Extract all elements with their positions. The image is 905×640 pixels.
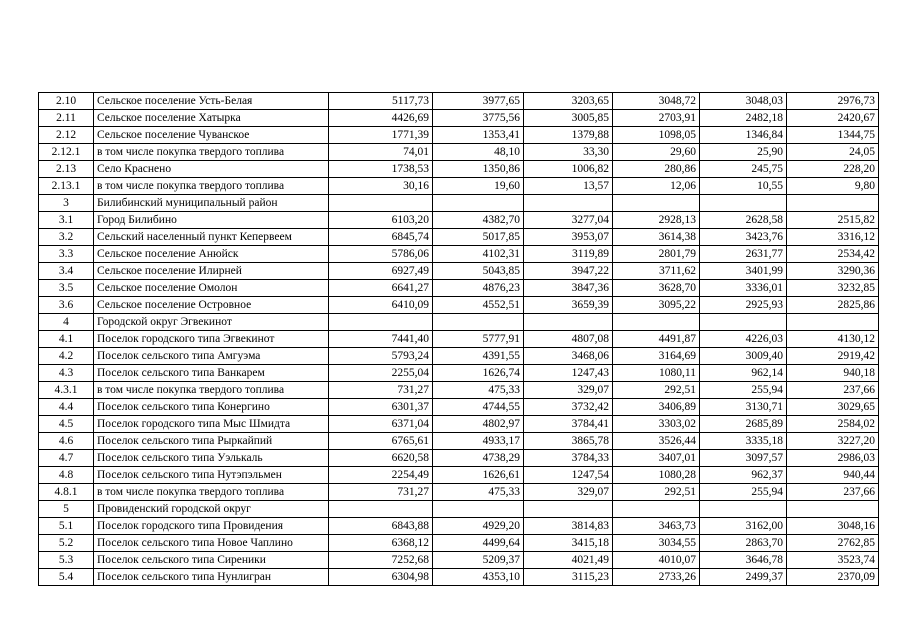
value-cell: 5043,85 <box>433 263 524 280</box>
settlement-name-cell: Село Краснено <box>94 161 329 178</box>
value-cell: 2584,02 <box>787 416 879 433</box>
table-row <box>39 348 879 365</box>
value-cell: 228,20 <box>787 161 879 178</box>
value-cell: 1379,88 <box>524 127 613 144</box>
row-number-cell: 2.13 <box>39 161 94 178</box>
value-cell: 2976,73 <box>787 93 879 110</box>
value-cell: 4929,20 <box>433 518 524 535</box>
table-row <box>39 161 879 178</box>
value-cell: 12,06 <box>613 178 700 195</box>
value-cell: 2762,85 <box>787 535 879 552</box>
settlement-name-cell: Поселок сельского типа Конергино <box>94 399 329 416</box>
value-cell: 5017,85 <box>433 229 524 246</box>
value-cell <box>613 314 700 331</box>
value-cell: 3953,07 <box>524 229 613 246</box>
value-cell: 4552,51 <box>433 297 524 314</box>
table-row <box>39 178 879 195</box>
row-number-cell: 3.3 <box>39 246 94 263</box>
row-number-cell: 3.2 <box>39 229 94 246</box>
value-cell: 4021,49 <box>524 552 613 569</box>
settlement-name-cell: Поселок сельского типа Сиреники <box>94 552 329 569</box>
row-number-cell: 4.5 <box>39 416 94 433</box>
settlement-name-cell: Городской округ Эгвекинот <box>94 314 329 331</box>
value-cell: 3784,33 <box>524 450 613 467</box>
value-cell: 3029,65 <box>787 399 879 416</box>
value-cell: 3407,01 <box>613 450 700 467</box>
value-cell <box>700 314 787 331</box>
value-cell: 3097,57 <box>700 450 787 467</box>
value-cell: 3847,36 <box>524 280 613 297</box>
row-number-cell: 5.4 <box>39 569 94 586</box>
value-cell: 3130,71 <box>700 399 787 416</box>
settlement-name-cell: в том числе покупка твердого топлива <box>94 144 329 161</box>
row-number-cell: 5.3 <box>39 552 94 569</box>
table-row <box>39 416 879 433</box>
row-number-cell: 5.1 <box>39 518 94 535</box>
value-cell: 2628,58 <box>700 212 787 229</box>
value-cell: 3203,65 <box>524 93 613 110</box>
value-cell: 3232,85 <box>787 280 879 297</box>
value-cell: 2370,09 <box>787 569 879 586</box>
settlement-name-cell: Сельское поселение Анюйск <box>94 246 329 263</box>
value-cell: 1247,54 <box>524 467 613 484</box>
table-row <box>39 93 879 110</box>
settlement-name-cell: Поселок сельского типа Ванкарем <box>94 365 329 382</box>
value-cell: 2925,93 <box>700 297 787 314</box>
value-cell: 3290,36 <box>787 263 879 280</box>
settlement-name-cell: в том числе покупка твердого топлива <box>94 382 329 399</box>
value-cell: 4130,12 <box>787 331 879 348</box>
table-row <box>39 331 879 348</box>
row-number-cell: 3.1 <box>39 212 94 229</box>
value-cell: 1346,84 <box>700 127 787 144</box>
value-cell: 3009,40 <box>700 348 787 365</box>
value-cell: 3316,12 <box>787 229 879 246</box>
row-number-cell: 3.5 <box>39 280 94 297</box>
table-row <box>39 518 879 535</box>
value-cell <box>433 195 524 212</box>
value-cell: 1626,61 <box>433 467 524 484</box>
value-cell: 4738,29 <box>433 450 524 467</box>
table-row <box>39 297 879 314</box>
value-cell <box>524 501 613 518</box>
value-cell: 4491,87 <box>613 331 700 348</box>
value-cell: 3614,38 <box>613 229 700 246</box>
value-cell: 3336,01 <box>700 280 787 297</box>
table-row <box>39 365 879 382</box>
document-page <box>38 92 878 586</box>
value-cell: 3048,16 <box>787 518 879 535</box>
tariff-table <box>38 92 879 586</box>
settlement-name-cell: Билибинский муниципальный район <box>94 195 329 212</box>
settlement-name-cell: Поселок сельского типа Нутэпэльмен <box>94 467 329 484</box>
value-cell: 3115,23 <box>524 569 613 586</box>
settlement-name-cell: Поселок сельского типа Уэлькаль <box>94 450 329 467</box>
table-body <box>39 93 879 586</box>
value-cell: 2255,04 <box>329 365 433 382</box>
value-cell: 3335,18 <box>700 433 787 450</box>
row-number-cell: 2.10 <box>39 93 94 110</box>
table-row <box>39 246 879 263</box>
value-cell <box>787 501 879 518</box>
value-cell <box>524 314 613 331</box>
value-cell: 6845,74 <box>329 229 433 246</box>
value-cell: 5209,37 <box>433 552 524 569</box>
value-cell: 5786,06 <box>329 246 433 263</box>
table-row <box>39 229 879 246</box>
row-number-cell: 2.13.1 <box>39 178 94 195</box>
value-cell: 255,94 <box>700 484 787 501</box>
value-cell: 962,37 <box>700 467 787 484</box>
value-cell: 1353,41 <box>433 127 524 144</box>
row-number-cell: 4.7 <box>39 450 94 467</box>
value-cell: 4426,69 <box>329 110 433 127</box>
value-cell: 6927,49 <box>329 263 433 280</box>
value-cell: 5117,73 <box>329 93 433 110</box>
value-cell: 2685,89 <box>700 416 787 433</box>
settlement-name-cell: Сельское поселение Хатырка <box>94 110 329 127</box>
value-cell: 3303,02 <box>613 416 700 433</box>
value-cell: 3048,03 <box>700 93 787 110</box>
value-cell: 29,60 <box>613 144 700 161</box>
value-cell: 4744,55 <box>433 399 524 416</box>
settlement-name-cell: Сельский населенный пункт Кепервеем <box>94 229 329 246</box>
row-number-cell: 5.2 <box>39 535 94 552</box>
row-number-cell: 4.4 <box>39 399 94 416</box>
value-cell <box>524 195 613 212</box>
value-cell: 1247,43 <box>524 365 613 382</box>
value-cell: 962,14 <box>700 365 787 382</box>
value-cell: 6103,20 <box>329 212 433 229</box>
settlement-name-cell: Поселок сельского типа Амгуэма <box>94 348 329 365</box>
row-number-cell: 2.11 <box>39 110 94 127</box>
value-cell: 3415,18 <box>524 535 613 552</box>
table-row <box>39 144 879 161</box>
value-cell: 4102,31 <box>433 246 524 263</box>
table-row <box>39 535 879 552</box>
value-cell <box>433 314 524 331</box>
value-cell: 3865,78 <box>524 433 613 450</box>
value-cell: 1771,39 <box>329 127 433 144</box>
settlement-name-cell: Сельское поселение Чуванское <box>94 127 329 144</box>
value-cell: 940,44 <box>787 467 879 484</box>
value-cell: 1344,75 <box>787 127 879 144</box>
row-number-cell: 4.8 <box>39 467 94 484</box>
value-cell: 6641,27 <box>329 280 433 297</box>
value-cell: 1098,05 <box>613 127 700 144</box>
row-number-cell: 4.2 <box>39 348 94 365</box>
value-cell: 2534,42 <box>787 246 879 263</box>
value-cell: 2986,03 <box>787 450 879 467</box>
value-cell <box>433 501 524 518</box>
value-cell: 4933,17 <box>433 433 524 450</box>
row-number-cell: 3.6 <box>39 297 94 314</box>
value-cell: 9,80 <box>787 178 879 195</box>
table-row <box>39 501 879 518</box>
row-number-cell: 5 <box>39 501 94 518</box>
table-row <box>39 399 879 416</box>
settlement-name-cell: Сельское поселение Омолон <box>94 280 329 297</box>
value-cell: 25,90 <box>700 144 787 161</box>
table-row <box>39 484 879 501</box>
value-cell: 2515,82 <box>787 212 879 229</box>
value-cell: 237,66 <box>787 382 879 399</box>
value-cell: 6368,12 <box>329 535 433 552</box>
value-cell: 1350,86 <box>433 161 524 178</box>
settlement-name-cell: Поселок городского типа Эгвекинот <box>94 331 329 348</box>
value-cell: 33,30 <box>524 144 613 161</box>
value-cell: 6410,09 <box>329 297 433 314</box>
value-cell: 2499,37 <box>700 569 787 586</box>
value-cell: 4010,07 <box>613 552 700 569</box>
value-cell: 6371,04 <box>329 416 433 433</box>
value-cell <box>329 501 433 518</box>
value-cell: 2928,13 <box>613 212 700 229</box>
value-cell: 3034,55 <box>613 535 700 552</box>
settlement-name-cell: Сельское поселение Островное <box>94 297 329 314</box>
value-cell <box>787 195 879 212</box>
value-cell: 4876,23 <box>433 280 524 297</box>
settlement-name-cell: Поселок городского типа Провидения <box>94 518 329 535</box>
value-cell: 4499,64 <box>433 535 524 552</box>
settlement-name-cell: Поселок сельского типа Рыркайпий <box>94 433 329 450</box>
value-cell: 731,27 <box>329 382 433 399</box>
row-number-cell: 3.4 <box>39 263 94 280</box>
value-cell: 3277,04 <box>524 212 613 229</box>
value-cell: 2801,79 <box>613 246 700 263</box>
row-number-cell: 4 <box>39 314 94 331</box>
value-cell <box>700 501 787 518</box>
value-cell: 2254,49 <box>329 467 433 484</box>
value-cell: 4802,97 <box>433 416 524 433</box>
value-cell: 3711,62 <box>613 263 700 280</box>
value-cell: 5793,24 <box>329 348 433 365</box>
table-row <box>39 382 879 399</box>
value-cell: 280,86 <box>613 161 700 178</box>
value-cell: 3005,85 <box>524 110 613 127</box>
value-cell: 6765,61 <box>329 433 433 450</box>
value-cell: 2631,77 <box>700 246 787 263</box>
value-cell: 731,27 <box>329 484 433 501</box>
value-cell: 3048,72 <box>613 93 700 110</box>
value-cell: 3119,89 <box>524 246 613 263</box>
settlement-name-cell: в том числе покупка твердого топлива <box>94 484 329 501</box>
value-cell: 3162,00 <box>700 518 787 535</box>
value-cell: 3468,06 <box>524 348 613 365</box>
value-cell: 3646,78 <box>700 552 787 569</box>
value-cell: 2919,42 <box>787 348 879 365</box>
value-cell: 3401,99 <box>700 263 787 280</box>
value-cell: 1626,74 <box>433 365 524 382</box>
table-row <box>39 467 879 484</box>
value-cell: 3523,74 <box>787 552 879 569</box>
table-row <box>39 433 879 450</box>
settlement-name-cell: Поселок сельского типа Нунлигран <box>94 569 329 586</box>
value-cell: 3227,20 <box>787 433 879 450</box>
value-cell: 475,33 <box>433 484 524 501</box>
value-cell: 6301,37 <box>329 399 433 416</box>
value-cell <box>700 195 787 212</box>
table-row <box>39 212 879 229</box>
value-cell: 2733,26 <box>613 569 700 586</box>
value-cell: 3628,70 <box>613 280 700 297</box>
value-cell: 2482,18 <box>700 110 787 127</box>
value-cell: 940,18 <box>787 365 879 382</box>
value-cell <box>329 195 433 212</box>
table-row <box>39 195 879 212</box>
value-cell: 1006,82 <box>524 161 613 178</box>
value-cell: 2825,86 <box>787 297 879 314</box>
value-cell: 3659,39 <box>524 297 613 314</box>
value-cell: 329,07 <box>524 382 613 399</box>
value-cell: 3784,41 <box>524 416 613 433</box>
value-cell: 329,07 <box>524 484 613 501</box>
value-cell: 292,51 <box>613 382 700 399</box>
table-row <box>39 314 879 331</box>
table-row <box>39 263 879 280</box>
value-cell: 255,94 <box>700 382 787 399</box>
table-row <box>39 280 879 297</box>
value-cell: 6843,88 <box>329 518 433 535</box>
value-cell: 3775,56 <box>433 110 524 127</box>
value-cell: 6304,98 <box>329 569 433 586</box>
value-cell: 3732,42 <box>524 399 613 416</box>
value-cell: 1738,53 <box>329 161 433 178</box>
value-cell: 48,10 <box>433 144 524 161</box>
row-number-cell: 4.3 <box>39 365 94 382</box>
value-cell: 13,57 <box>524 178 613 195</box>
value-cell: 475,33 <box>433 382 524 399</box>
value-cell: 3814,83 <box>524 518 613 535</box>
row-number-cell: 4.3.1 <box>39 382 94 399</box>
value-cell: 3423,76 <box>700 229 787 246</box>
value-cell: 2703,91 <box>613 110 700 127</box>
value-cell: 24,05 <box>787 144 879 161</box>
value-cell: 4807,08 <box>524 331 613 348</box>
value-cell: 10,55 <box>700 178 787 195</box>
value-cell: 2863,70 <box>700 535 787 552</box>
value-cell: 74,01 <box>329 144 433 161</box>
value-cell: 1080,28 <box>613 467 700 484</box>
settlement-name-cell: Поселок сельского типа Новое Чаплино <box>94 535 329 552</box>
value-cell: 3977,65 <box>433 93 524 110</box>
value-cell: 7441,40 <box>329 331 433 348</box>
table-row <box>39 127 879 144</box>
value-cell <box>613 195 700 212</box>
row-number-cell: 4.8.1 <box>39 484 94 501</box>
row-number-cell: 3 <box>39 195 94 212</box>
settlement-name-cell: Поселок городского типа Мыс Шмидта <box>94 416 329 433</box>
value-cell: 2420,67 <box>787 110 879 127</box>
settlement-name-cell: Провиденский городской округ <box>94 501 329 518</box>
value-cell: 4391,55 <box>433 348 524 365</box>
value-cell: 4382,70 <box>433 212 524 229</box>
value-cell <box>613 501 700 518</box>
row-number-cell: 4.6 <box>39 433 94 450</box>
value-cell: 292,51 <box>613 484 700 501</box>
settlement-name-cell: Город Билибино <box>94 212 329 229</box>
table-row <box>39 569 879 586</box>
value-cell: 1080,11 <box>613 365 700 382</box>
value-cell: 19,60 <box>433 178 524 195</box>
settlement-name-cell: в том числе покупка твердого топлива <box>94 178 329 195</box>
table-row <box>39 110 879 127</box>
value-cell: 3164,69 <box>613 348 700 365</box>
value-cell: 3406,89 <box>613 399 700 416</box>
value-cell: 4353,10 <box>433 569 524 586</box>
value-cell: 5777,91 <box>433 331 524 348</box>
value-cell: 3947,22 <box>524 263 613 280</box>
row-number-cell: 2.12.1 <box>39 144 94 161</box>
table-row <box>39 552 879 569</box>
value-cell: 3095,22 <box>613 297 700 314</box>
value-cell: 3463,73 <box>613 518 700 535</box>
value-cell: 7252,68 <box>329 552 433 569</box>
row-number-cell: 4.1 <box>39 331 94 348</box>
value-cell: 3526,44 <box>613 433 700 450</box>
value-cell: 30,16 <box>329 178 433 195</box>
value-cell: 4226,03 <box>700 331 787 348</box>
settlement-name-cell: Сельское поселение Усть-Белая <box>94 93 329 110</box>
row-number-cell: 2.12 <box>39 127 94 144</box>
value-cell <box>329 314 433 331</box>
value-cell: 237,66 <box>787 484 879 501</box>
value-cell: 245,75 <box>700 161 787 178</box>
settlement-name-cell: Сельское поселение Илирней <box>94 263 329 280</box>
value-cell: 6620,58 <box>329 450 433 467</box>
table-row <box>39 450 879 467</box>
value-cell <box>787 314 879 331</box>
